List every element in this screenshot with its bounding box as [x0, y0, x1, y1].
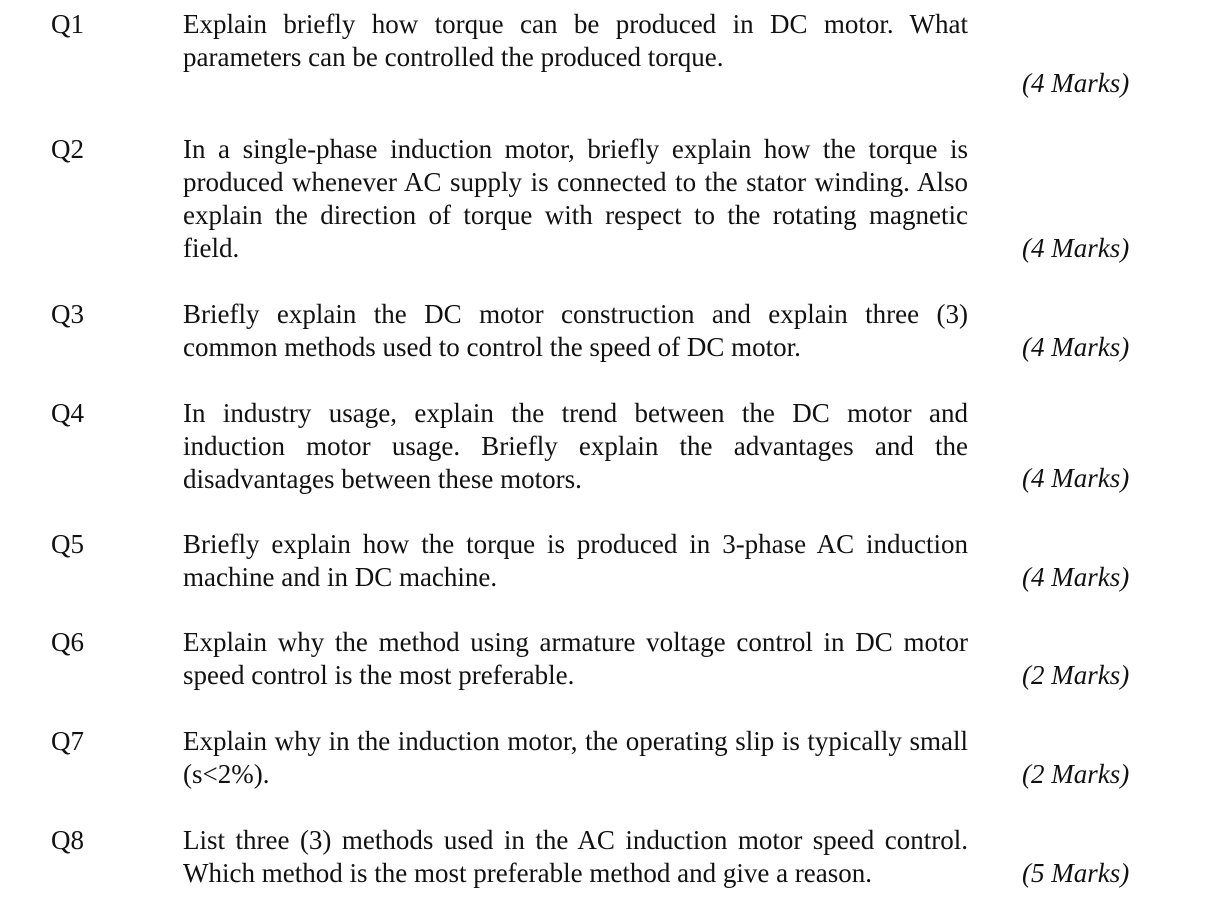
question-marks: (2 Marks) [1022, 660, 1130, 690]
question-number: Q1 [51, 9, 84, 39]
question-number: Q3 [51, 299, 84, 329]
question-text: Explain briefly how torque can be produced in DC motor. What parameters can be controlled the produced torque. [183, 9, 968, 72]
question-number: Q7 [51, 726, 84, 756]
question-number: Q4 [51, 398, 84, 428]
question-text: Briefly explain how the torque is produced in 3-phase AC induction machine and in DC machine. [183, 529, 968, 592]
question-marks: (4 Marks) [1022, 463, 1130, 493]
question-marks: (4 Marks) [1022, 233, 1130, 263]
question-text: List three (3) methods used in the AC induction motor speed control. Which method is the most preferable method and give a reason. [183, 825, 968, 888]
question-text: Explain why the method using armature voltage control in DC motor speed control is the most preferable. [183, 627, 968, 690]
question-number: Q2 [51, 134, 84, 164]
question-marks: (5 Marks) [1022, 858, 1130, 888]
question-text: Explain why in the induction motor, the operating slip is typically small (s<2%). [183, 726, 968, 789]
question-marks: (4 Marks) [1022, 68, 1130, 98]
question-number: Q6 [51, 627, 84, 657]
question-marks: (4 Marks) [1022, 562, 1130, 592]
question-text: In a single-phase induction motor, briefly explain how the torque is produced whenever AC supply is connected to the stator winding. Also explain the direction of torque with respect to the rotating magnetic field. [183, 134, 968, 263]
question-marks: (4 Marks) [1022, 332, 1130, 362]
question-number: Q5 [51, 529, 84, 559]
question-marks: (2 Marks) [1022, 759, 1130, 789]
question-number: Q8 [51, 825, 84, 855]
question-text: In industry usage, explain the trend between the DC motor and induction motor usage. Briefly explain the advantages and the disadvantages between these motors. [183, 398, 968, 494]
question-text: Briefly explain the DC motor construction and explain three (3) common methods used to control the speed of DC motor. [183, 299, 968, 362]
